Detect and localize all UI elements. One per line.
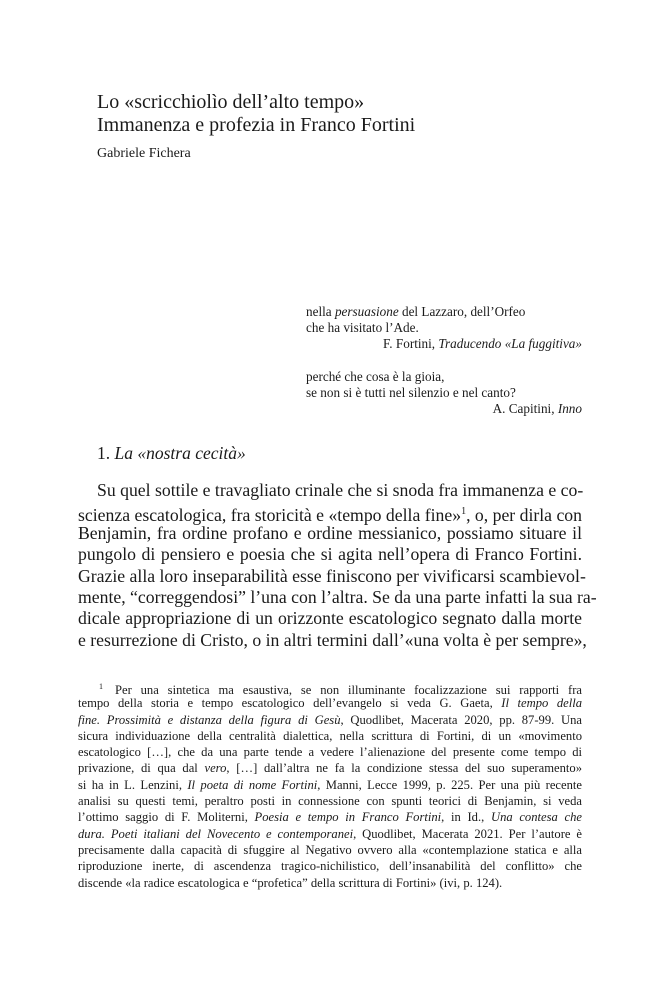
section-heading: 1. La «nostra cecità» bbox=[97, 443, 246, 463]
footnote-line: riproduzione inerte, di ascendenza tragico-nichilistico, dell’insanabilità del conflitto» che bbox=[78, 859, 582, 874]
epigraph-line: che ha visitato l’Ade. bbox=[306, 320, 419, 335]
body-line: pungolo di pensiero e poesia che si agita nell’opera di Franco Fortini. bbox=[78, 544, 582, 565]
epigraph-line: se non si è tutti nel silenzio e nel canto? bbox=[306, 385, 516, 400]
article-title bbox=[97, 91, 415, 137]
epigraph-source: A. Capitini, Inno bbox=[492, 401, 582, 416]
epigraph-source: F. Fortini, Traducendo «La fuggitiva» bbox=[383, 336, 582, 351]
footnote-line: si ha in L. Lenzini, Il poeta di nome Fortini, Manni, Lecce 1999, p. 225. Per una più recente bbox=[78, 777, 582, 792]
body-line: Grazie alla loro inseparabilità esse finiscono per vivificarsi scambievol- bbox=[78, 565, 586, 586]
footnote-line: $^1$ Per una sintetica ma esaustiva, se non illuminante focalizzazione sui rapporti fra bbox=[99, 682, 582, 697]
footnote bbox=[78, 679, 582, 891]
footnote-line: discende «la radice escatologica e “profetica” della scrittura di Fortini» (ivi, p. 124). bbox=[78, 875, 503, 890]
footnote-marker: 1 bbox=[99, 682, 103, 691]
epigraph-fortini bbox=[306, 304, 582, 352]
author-name: Gabriele Fichera bbox=[97, 146, 191, 161]
body-line: Benjamin, fra ordine profano e ordine messianico, possiamo situare il bbox=[78, 522, 582, 543]
body-line: dicale appropriazione di un orizzonte escatologico segnato dalla morte bbox=[78, 608, 582, 629]
footnote-line: dura. Poeti italiani del Novecento e contemporanei, Quodlibet, Macerata 2021. Per l’autore è bbox=[78, 826, 582, 841]
footnote-line: tempo della storia e tempo escatologico dell’evangelo si veda G. Gaeta, Il tempo della bbox=[78, 696, 582, 711]
body-text bbox=[78, 480, 597, 651]
footnote-line: analisi su questi temi, peraltro posti in connessione con spunti teorici di Benjamin, si veda bbox=[78, 794, 582, 809]
title-line-2: Immanenza e profezia in Franco Fortini bbox=[97, 114, 416, 136]
footnote-line: l’ottimo saggio di F. Moliterni, Poesia e tempo in Franco Fortini, in Id., Una contesa che bbox=[78, 810, 582, 825]
footnote-line: privazione, di qua dal vero, […] dall’altra ne fa la condizione stessa del suo superamento» bbox=[78, 761, 582, 776]
body-line: e resurrezione di Cristo, o in altri termini dall’«una volta è per sempre», bbox=[78, 629, 587, 650]
body-line: scienza escatologica, fra storicità e «tempo della fine»$^1$, o, per dirla con bbox=[78, 505, 582, 526]
title-line-1: Lo «scricchiolìo dell’alto tempo» bbox=[97, 91, 365, 113]
epigraph-line: perché che cosa è la gioia, bbox=[306, 369, 445, 384]
body-line: mente, “correggendosi” l’una con l’altra. Se da una parte infatti la sua ra- bbox=[78, 586, 597, 607]
epigraph-capitini bbox=[306, 369, 582, 417]
body-line: Su quel sottile e travagliato crinale che si snoda fra immanenza e co- bbox=[97, 480, 584, 500]
footnote-line: fine. Prossimità e distanza della figura di Gesù, Quodlibet, Macerata 2020, pp. 87-99. Una bbox=[78, 712, 582, 727]
footnote-line: sicura individuazione della centralità dialettica, nella scrittura di Fortini, di un «movimento bbox=[78, 728, 582, 743]
footnote-ref[interactable]: 1 bbox=[461, 506, 467, 518]
epigraph-line: nella persuasione del Lazzaro, dell’Orfeo bbox=[306, 304, 526, 319]
footnote-line: precisamente dalla capacità di sfuggire al Negativo ovvero alla «contemplazione statica e alla bbox=[78, 842, 582, 857]
footnote-line: escatologico […], che da una parte tende a vedere l’alienazione del presente come tempo di bbox=[78, 745, 582, 760]
